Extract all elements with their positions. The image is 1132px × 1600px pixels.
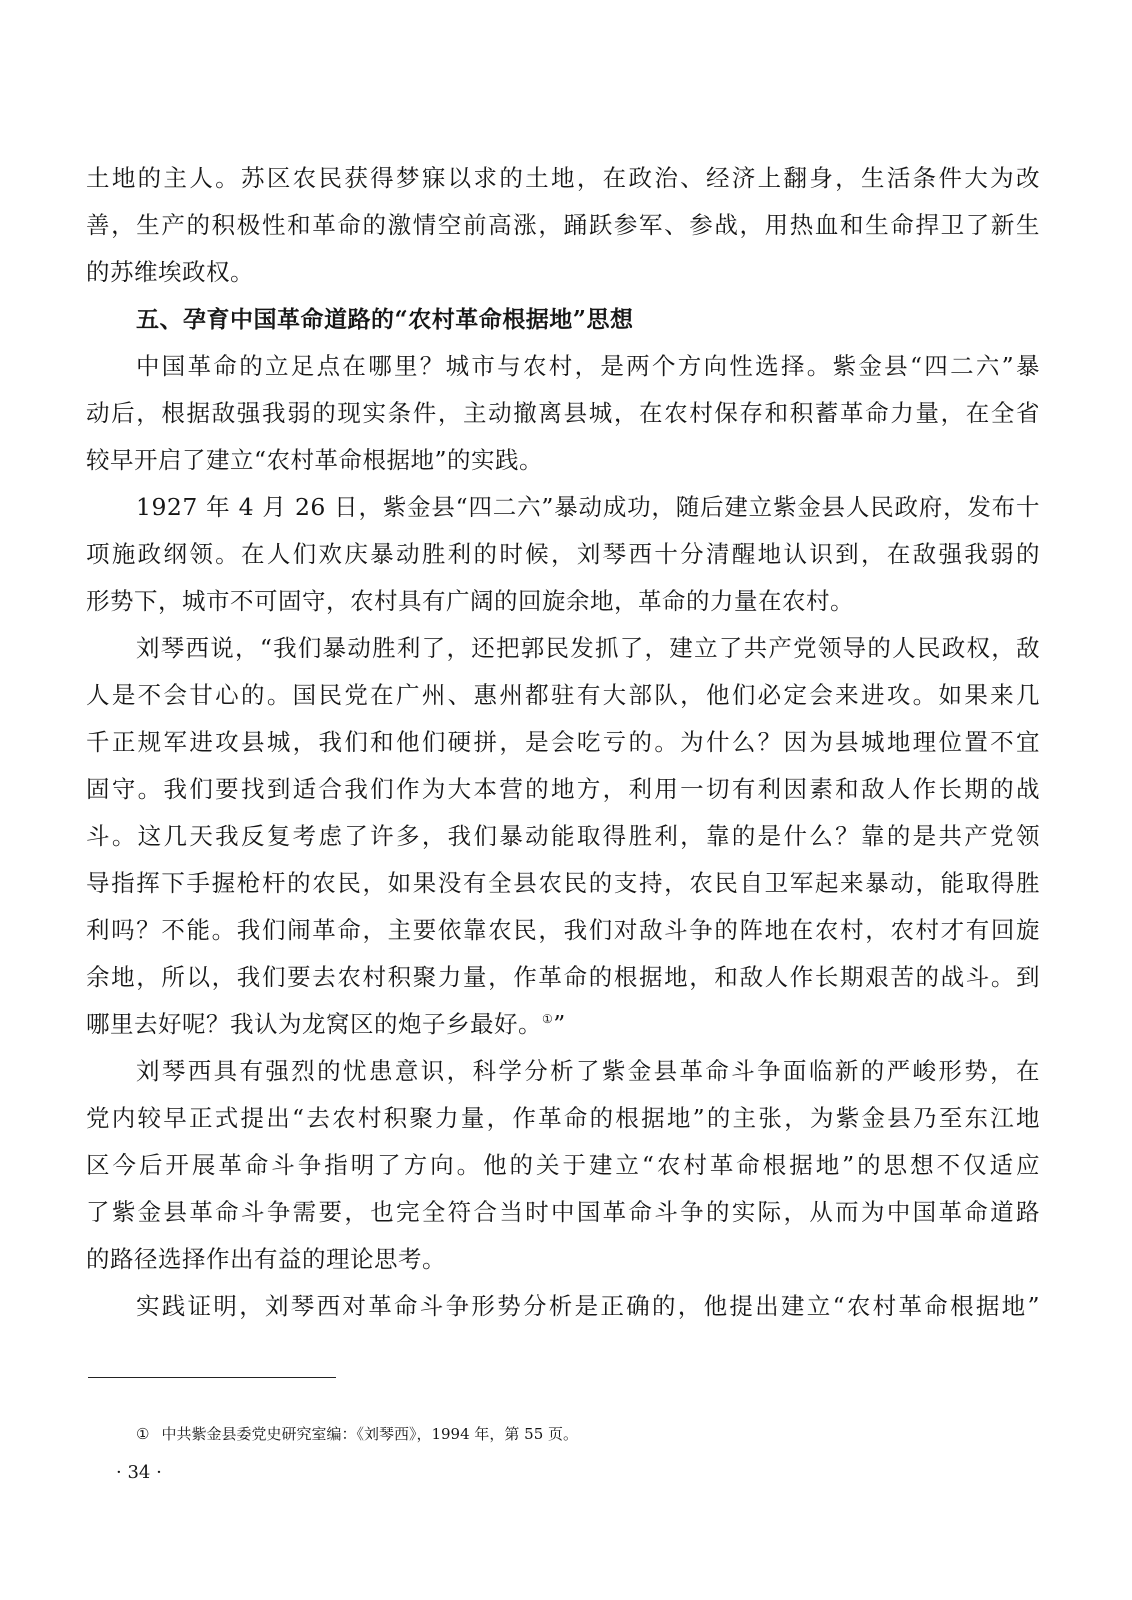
footnote-text: 中共紫金县委党史研究室编：《刘琴西》，1994 年，第 55 页。 bbox=[161, 1425, 579, 1443]
text-line: 利吗？不能。我们闹革命，主要依靠农民，我们对敌斗争的阵地在农村，农村才有回旋 bbox=[86, 916, 1040, 944]
text-line: 余地，所以，我们要去农村积聚力量，作革命的根据地，和敌人作长期艰苦的战斗。到 bbox=[86, 963, 1040, 991]
text-line: 斗。这几天我反复考虑了许多，我们暴动能取得胜利，靠的是什么？靠的是共产党领 bbox=[86, 822, 1040, 850]
footnote-mark: ① bbox=[136, 1425, 150, 1443]
text-line: 刘琴西具有强烈的忧患意识，科学分析了紫金县革命斗争面临新的严峻形势，在 bbox=[136, 1057, 1040, 1085]
text-line: 中国革命的立足点在哪里？城市与农村，是两个方向性选择。紫金县“四二六”暴 bbox=[136, 352, 1040, 380]
text-line: 千正规军进攻县城，我们和他们硬拼，是会吃亏的。为什么？因为县城地理位置不宜 bbox=[86, 728, 1040, 756]
text-line: 刘琴西说，“我们暴动胜利了，还把郭民发抓了，建立了共产党领导的人民政权，敌 bbox=[136, 634, 1040, 662]
text-line: 1927 年 4 月 26 日，紫金县“四二六”暴动成功，随后建立紫金县人民政府，发布十 bbox=[136, 493, 1040, 521]
footnote-divider bbox=[88, 1377, 336, 1378]
text-line: 的苏维埃政权。 bbox=[86, 258, 254, 286]
text-line: 党内较早正式提出“去农村积聚力量，作革命的根据地”的主张，为紫金县乃至东江地 bbox=[86, 1104, 1040, 1132]
text-line: 土地的主人。苏区农民获得梦寐以求的土地，在政治、经济上翻身，生活条件大为改 bbox=[86, 164, 1040, 192]
text-line-with-footnote bbox=[86, 1001, 1040, 1048]
closing-quote: ” bbox=[553, 1010, 566, 1038]
text-line: 形势下，城市不可固守，农村具有广阔的回旋余地，革命的力量在农村。 bbox=[86, 587, 854, 615]
body-text bbox=[86, 155, 1040, 1330]
text-line: 了紫金县革命斗争需要，也完全符合当时中国革命斗争的实际，从而为中国革命道路 bbox=[86, 1198, 1040, 1226]
text-line: 区今后开展革命斗争指明了方向。他的关于建立“农村革命根据地”的思想不仅适应 bbox=[86, 1151, 1040, 1179]
text-line: 项施政纲领。在人们欢庆暴动胜利的时候，刘琴西十分清醒地认识到，在敌强我弱的 bbox=[86, 540, 1040, 568]
footnote-reference: ① bbox=[542, 1012, 554, 1027]
text-line: 善，生产的积极性和革命的激情空前高涨，踊跃参军、参战，用热血和生命捍卫了新生 bbox=[86, 211, 1040, 239]
section-heading: 五、孕育中国革命道路的“农村革命根据地”思想 bbox=[136, 306, 634, 333]
footnote bbox=[136, 1424, 578, 1444]
text-line: 实践证明，刘琴西对革命斗争形势分析是正确的，他提出建立“农村革命根据地” bbox=[136, 1292, 1040, 1320]
text-line: 的路径选择作出有益的理论思考。 bbox=[86, 1245, 446, 1273]
text-line: 动后，根据敌强我弱的现实条件，主动撤离县城，在农村保存和积蓄革命力量，在全省 bbox=[86, 399, 1040, 427]
text-line: 较早开启了建立“农村革命根据地”的实践。 bbox=[86, 446, 544, 474]
text-line: 导指挥下手握枪杆的农民，如果没有全县农民的支持，农民自卫军起来暴动，能取得胜 bbox=[86, 869, 1040, 897]
text-line: 哪里去好呢？我认为龙窝区的炮子乡最好。 bbox=[86, 1010, 542, 1038]
text-line: 固守。我们要找到适合我们作为大本营的地方，利用一切有利因素和敌人作长期的战 bbox=[86, 775, 1040, 803]
text-line: 人是不会甘心的。国民党在广州、惠州都驻有大部队，他们必定会来进攻。如果来几 bbox=[86, 681, 1040, 709]
page-number: · 34 · bbox=[116, 1462, 162, 1483]
